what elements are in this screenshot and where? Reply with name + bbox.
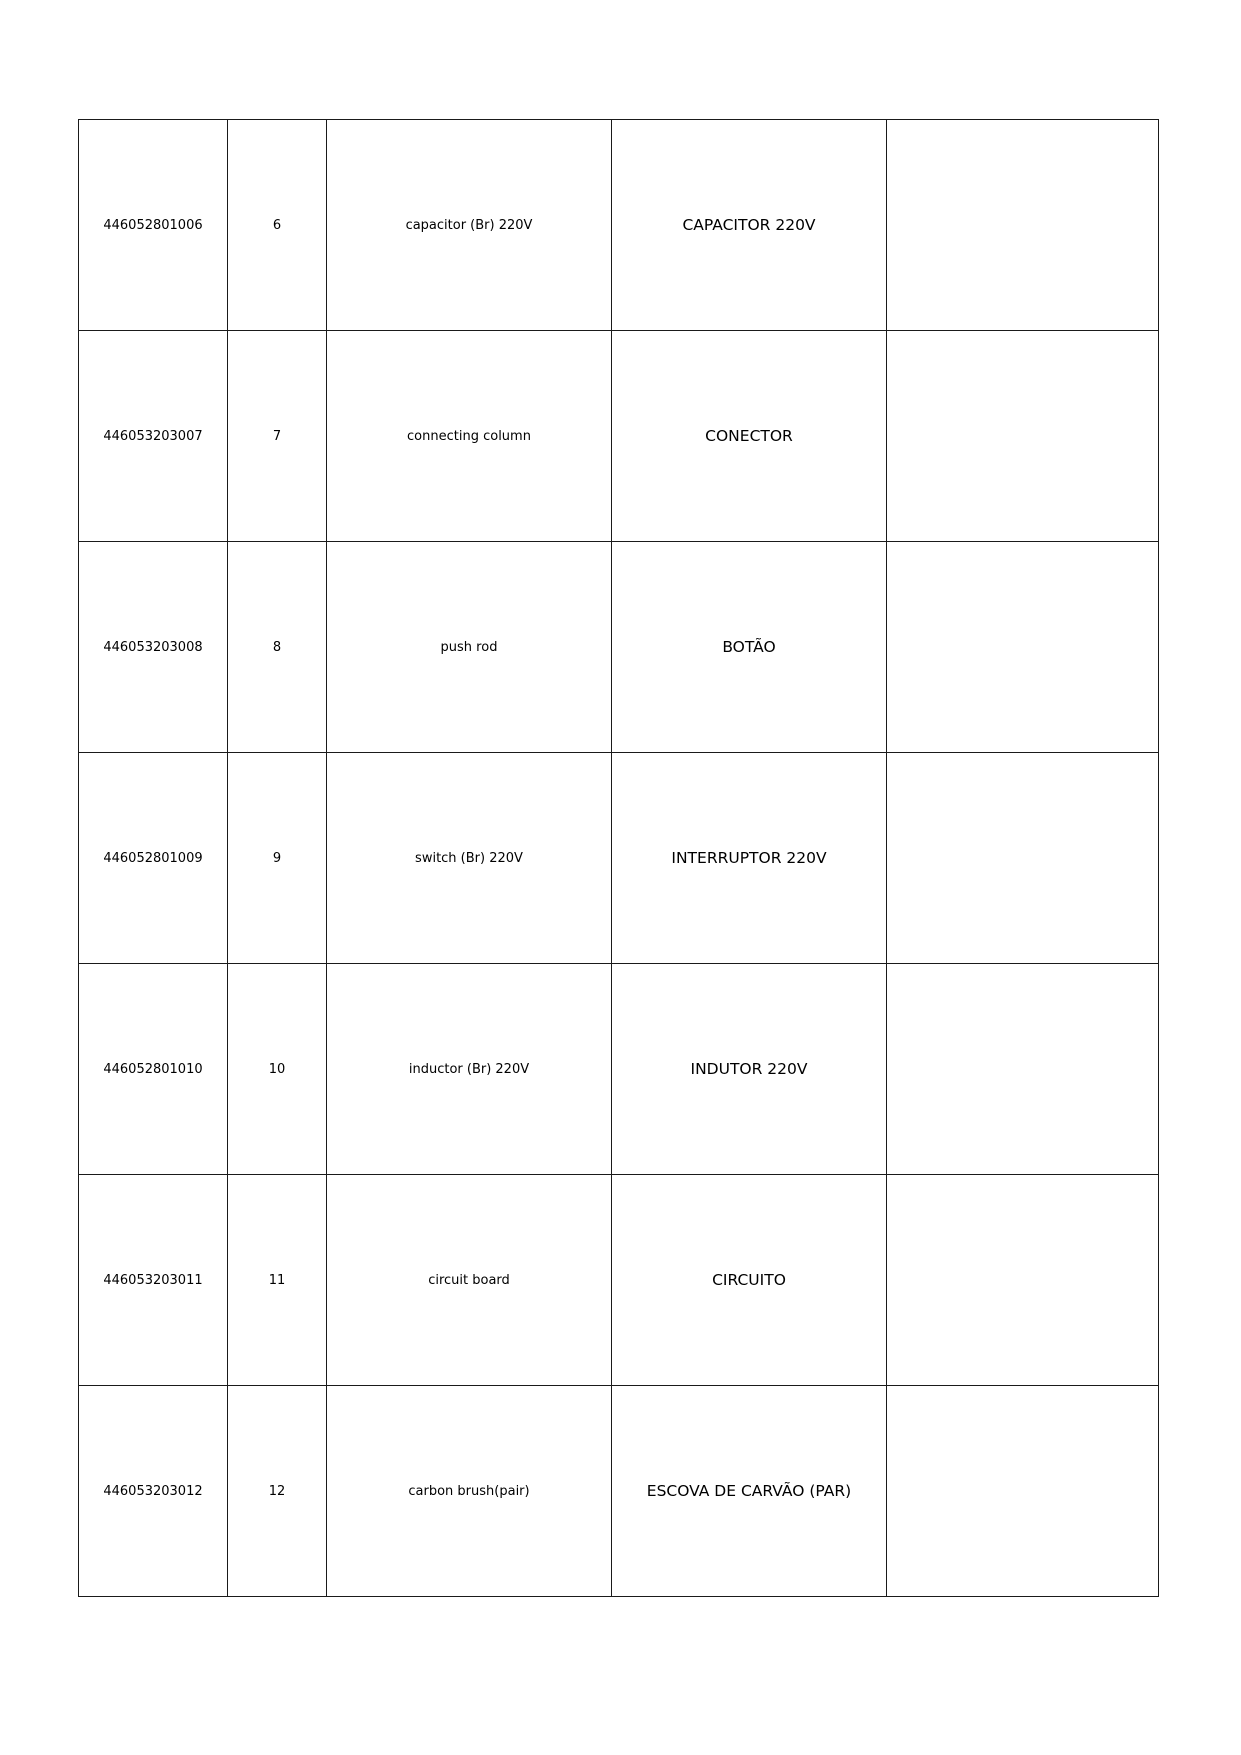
part-name-pt-cell: CIRCUITO (612, 1175, 887, 1386)
part-name-en-cell: carbon brush(pair) (327, 1386, 612, 1597)
part-code-cell: 446052801009 (79, 753, 228, 964)
part-name-pt-cell: CONECTOR (612, 331, 887, 542)
part-code-cell: 446052801006 (79, 120, 228, 331)
notes-cell (887, 964, 1159, 1175)
notes-cell (887, 753, 1159, 964)
notes-cell (887, 542, 1159, 753)
table-row (79, 753, 1159, 964)
part-number-cell: 8 (228, 542, 327, 753)
part-name-pt-cell: BOTÃO (612, 542, 887, 753)
table-row (79, 964, 1159, 1175)
part-name-en-cell: inductor (Br) 220V (327, 964, 612, 1175)
parts-table (78, 119, 1159, 1597)
part-number-cell: 7 (228, 331, 327, 542)
part-number-cell: 12 (228, 1386, 327, 1597)
part-name-pt-cell: ESCOVA DE CARVÃO (PAR) (612, 1386, 887, 1597)
notes-cell (887, 1175, 1159, 1386)
part-code-cell: 446053203011 (79, 1175, 228, 1386)
part-code-cell: 446052801010 (79, 964, 228, 1175)
part-name-pt-cell: CAPACITOR 220V (612, 120, 887, 331)
notes-cell (887, 1386, 1159, 1597)
table-row (79, 1175, 1159, 1386)
part-name-pt-cell: INTERRUPTOR 220V (612, 753, 887, 964)
table-row (79, 120, 1159, 331)
parts-sheet (78, 119, 1158, 1593)
table-row (79, 542, 1159, 753)
part-number-cell: 9 (228, 753, 327, 964)
part-code-cell: 446053203007 (79, 331, 228, 542)
part-name-pt-cell: INDUTOR 220V (612, 964, 887, 1175)
part-name-en-cell: push rod (327, 542, 612, 753)
table-row (79, 331, 1159, 542)
part-name-en-cell: connecting column (327, 331, 612, 542)
part-code-cell: 446053203012 (79, 1386, 228, 1597)
part-name-en-cell: capacitor (Br) 220V (327, 120, 612, 331)
notes-cell (887, 120, 1159, 331)
part-name-en-cell: switch (Br) 220V (327, 753, 612, 964)
part-number-cell: 11 (228, 1175, 327, 1386)
part-number-cell: 6 (228, 120, 327, 331)
notes-cell (887, 331, 1159, 542)
table-row (79, 1386, 1159, 1597)
part-code-cell: 446053203008 (79, 542, 228, 753)
part-name-en-cell: circuit board (327, 1175, 612, 1386)
part-number-cell: 10 (228, 964, 327, 1175)
